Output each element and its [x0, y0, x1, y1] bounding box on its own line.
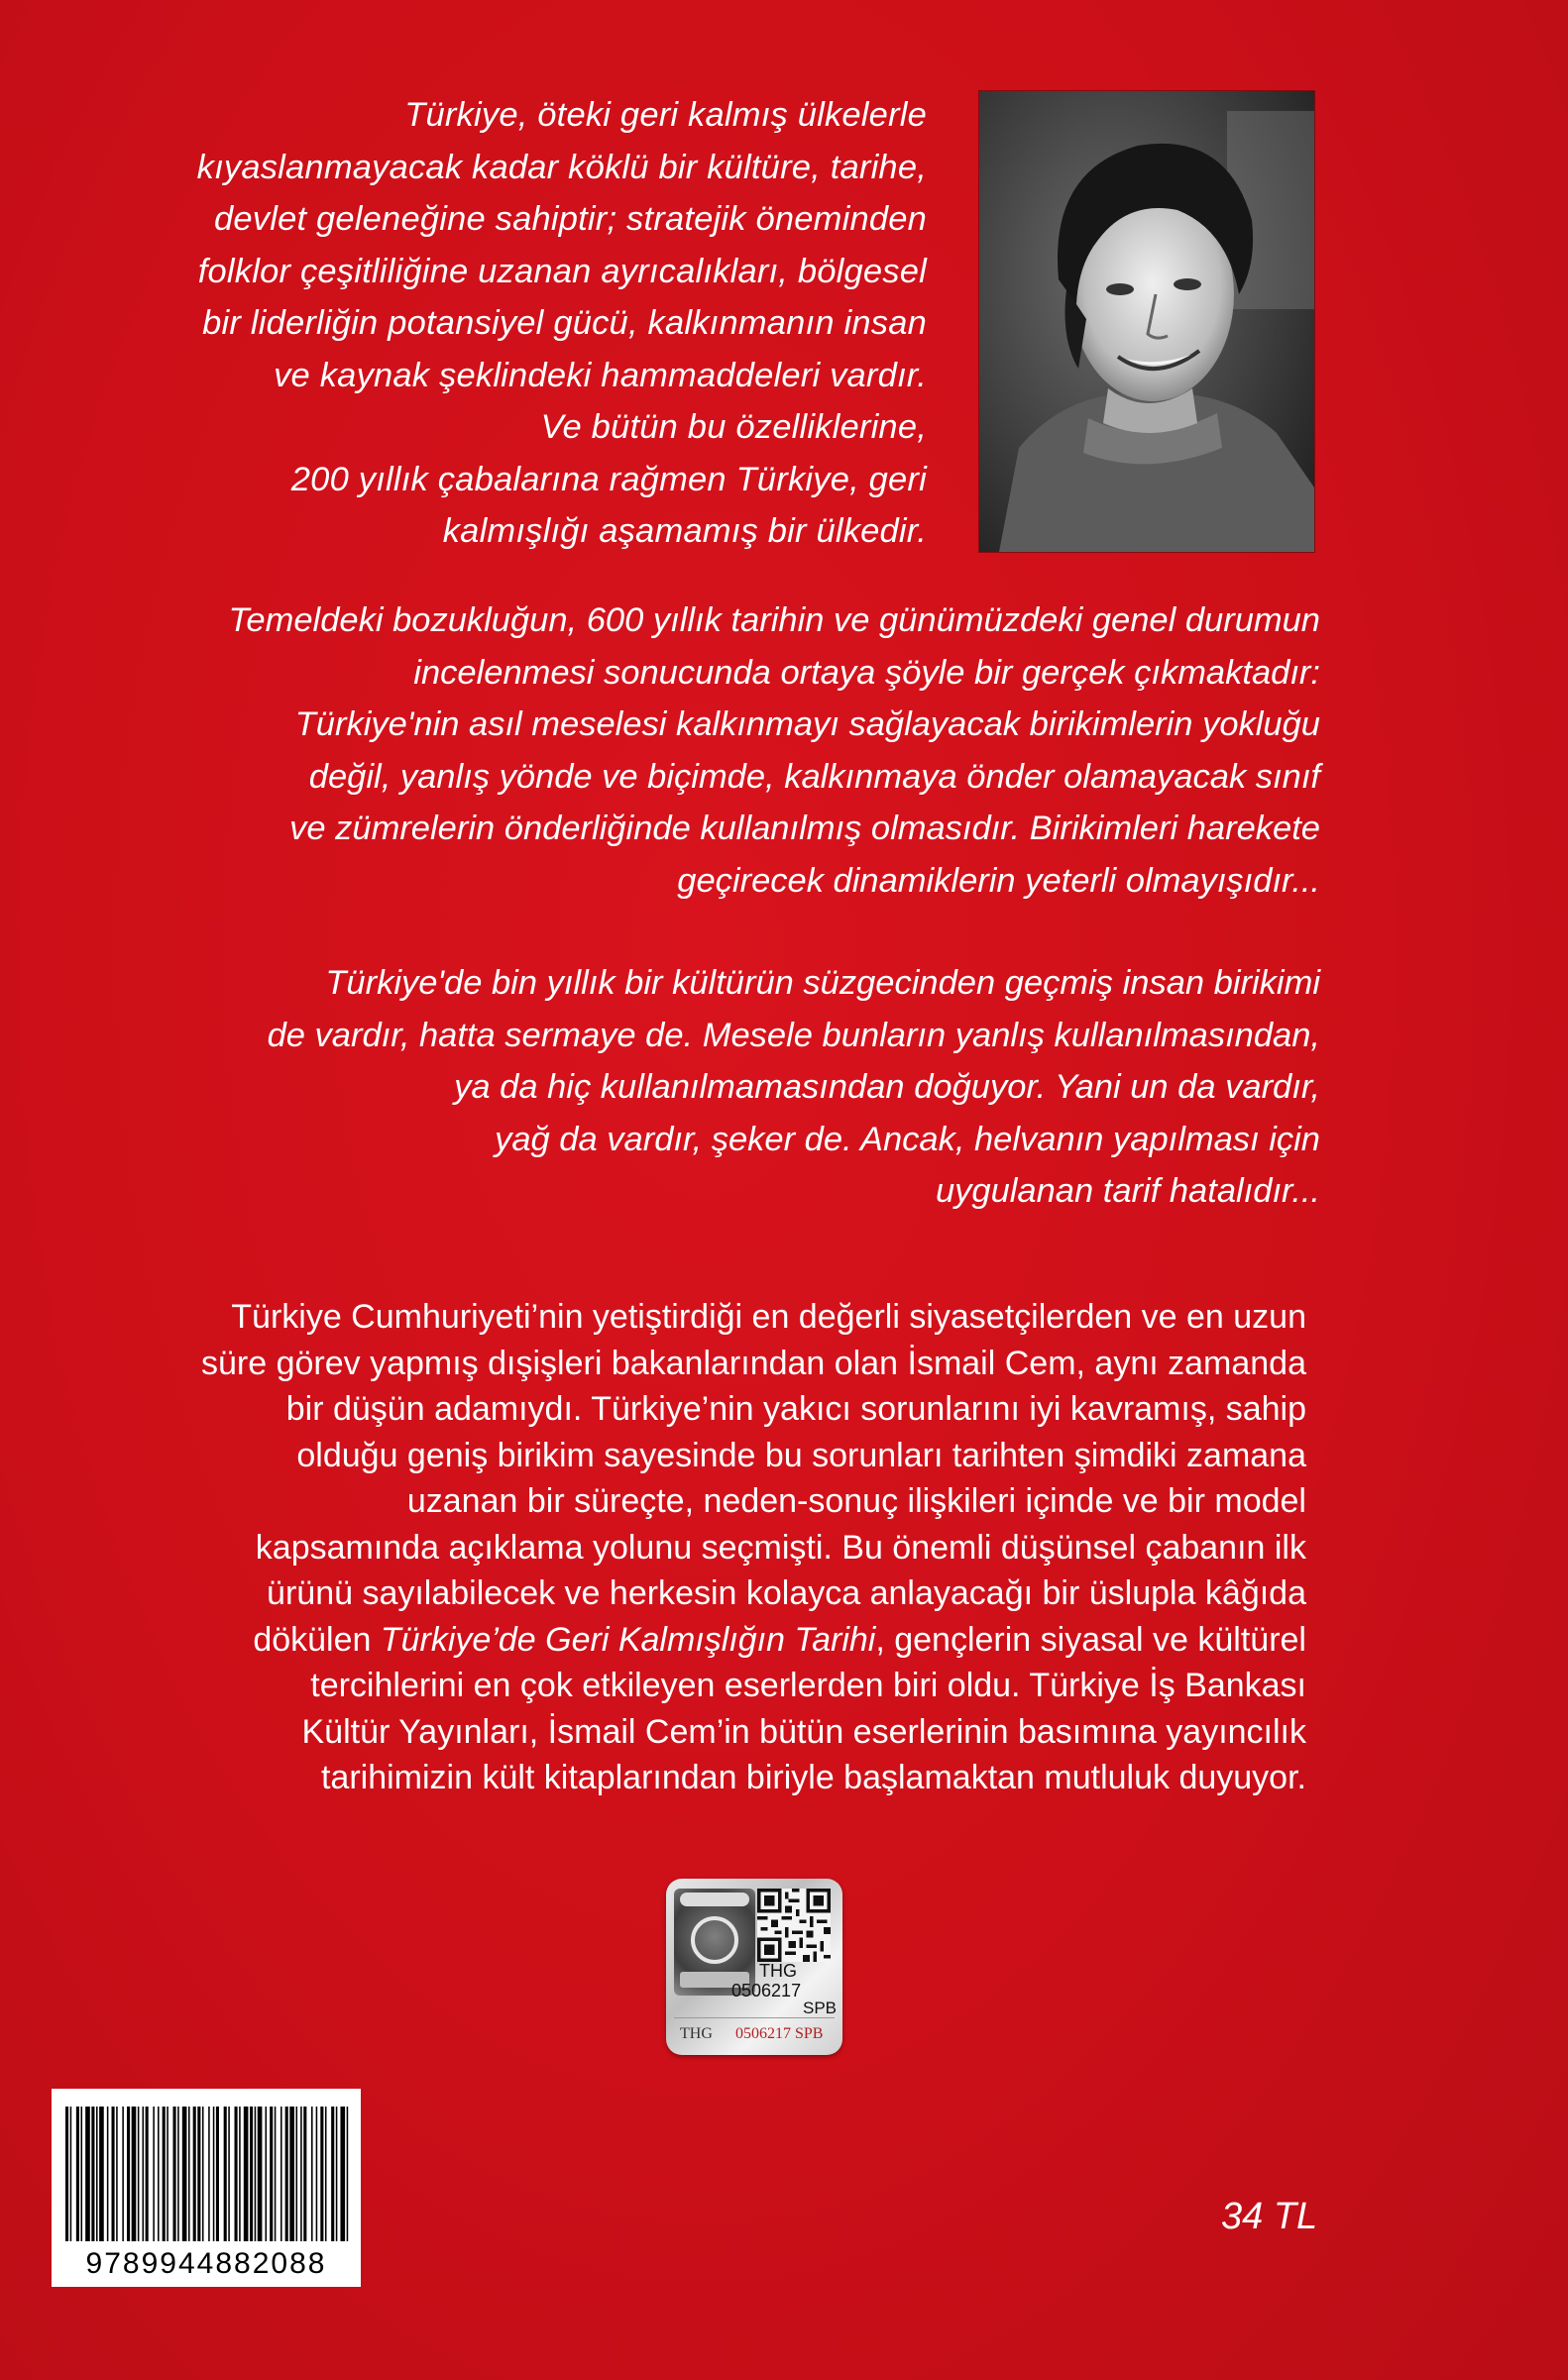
bio-line: uzanan bir süreçte, neden-sonuç ilişkileri içinde ve bir model — [406, 1482, 1306, 1520]
bio-line: Türkiye Cumhuriyeti’nin yetiştirdiği en değerli siyasetçilerden ve en uzun — [231, 1298, 1306, 1336]
price-label: 34 TL — [1221, 2196, 1318, 2237]
quote-line: ve zümrelerin önderliğinde kullanılmış olmasıdır. Birikimleri harekete — [289, 810, 1320, 847]
intro-line: Türkiye, öteki geri kalmış ülkelerle — [404, 96, 927, 134]
quote-line: ya da hiç kullanılmamasından doğuyor. Yani un da vardır, — [454, 1068, 1320, 1106]
bio-line: kapsamında açıklama yolunu seçmişti. Bu önemli düşünsel çabanın ilk — [255, 1528, 1306, 1567]
qr-code-icon — [757, 1889, 831, 1962]
bio-line — [109, 1617, 1306, 1664]
intro-line: folklor çeşitliliğine uzanan ayrıcalıkları, bölgesel — [197, 252, 927, 290]
bio-text: dökülen — [253, 1620, 381, 1659]
barcode-bars-icon — [63, 2107, 349, 2241]
quote-line: uygulanan tarif hatalıdır... — [935, 1172, 1320, 1210]
bio-line: bir düşün adamıydı. Türkiye’nin yakıcı sorunlarını iyi kavramış, sahip — [285, 1390, 1306, 1428]
author-bio-paragraph — [109, 1294, 1306, 1801]
bio-text: , gençlerin siyasal ve kültürel — [875, 1620, 1306, 1659]
hologram-sticker — [666, 1879, 842, 2055]
sticker-code-label: THG — [759, 1961, 797, 1981]
intro-line: bir liderliğin potansiyel gücü, kalkınmanın insan — [202, 304, 927, 342]
intro-line: 200 yıllık çabalarına rağmen Türkiye, geri — [290, 460, 927, 498]
isbn-digits: 9789944882088 — [85, 2247, 327, 2280]
author-photo — [979, 91, 1314, 552]
sticker-serial: 0506217 — [731, 1981, 802, 2001]
quote-line: incelenmesi sonucunda ortaya şöyle bir gerçek çıkmaktadır: — [413, 653, 1320, 692]
quote-line: de vardır, hatta sermaye de. Mesele bunların yanlış kullanılmasından, — [267, 1016, 1320, 1054]
quote-line: geçirecek dinamiklerin yeterli olmayışıdır... — [677, 861, 1320, 900]
sticker-strip-label: THG — [680, 2025, 713, 2042]
intro-line: kalmışlığı aşamamış bir ülkedir. — [442, 512, 927, 550]
quote-line: Temeldeki bozukluğun, 600 yıllık tarihin ve günümüzdeki genel durumun — [228, 601, 1320, 639]
bio-line: ürünü sayılabilecek ve herkesin kolayca anlayacağı bir üslupla kâğıda — [267, 1574, 1306, 1612]
bio-line: süre görev yapmış dışişleri bakanlarından olan İsmail Cem, aynı zamanda — [201, 1344, 1306, 1382]
sticker-suffix: SPB — [803, 1999, 838, 2017]
bio-line: tarihimizin kült kitaplarından biriyle başlamaktan mutluluk duyuyor. — [320, 1759, 1306, 1796]
quote-line: değil, yanlış yönde ve biçimde, kalkınmaya önder olamayacak sınıf — [308, 757, 1320, 796]
bio-line: tercihlerini en çok etkileyen eserlerden biri oldu. Türkiye İş Bankası — [310, 1667, 1306, 1704]
quote-line: Türkiye'de bin yıllık bir kültürün süzgecinden geçmiş insan birikimi — [325, 964, 1320, 1002]
hologram-icon — [674, 1889, 755, 1996]
sticker-strip — [674, 2017, 835, 2048]
intro-line: kıyaslanmayacak kadar köklü bir kültüre, tarihe, — [196, 148, 927, 186]
quote-paragraph-1 — [109, 595, 1320, 907]
intro-paragraph — [119, 89, 927, 558]
intro-line: Ve bütün bu özelliklerine, — [540, 408, 927, 446]
quote-line: Türkiye'nin asıl meselesi kalkınmayı sağlayacak birikimlerin yokluğu — [294, 705, 1320, 743]
book-title: Türkiye’de Geri Kalmışlığın Tarihi — [380, 1620, 876, 1659]
isbn-barcode — [52, 2089, 361, 2287]
bio-line: olduğu geniş birikim sayesinde bu sorunları tarihten şimdiki zamana — [296, 1436, 1306, 1474]
quote-line: yağ da vardır, şeker de. Ancak, helvanın yapılması için — [495, 1120, 1320, 1158]
bio-line: Kültür Yayınları, İsmail Cem’in bütün eserlerinin basımına yayıncılık — [301, 1712, 1306, 1751]
intro-line: devlet geleneğine sahiptir; stratejik öneminden — [213, 200, 927, 238]
intro-line: ve kaynak şeklindeki hammaddeleri vardır. — [274, 356, 927, 394]
sticker-strip-code: 0506217 SPB — [735, 2025, 824, 2042]
quote-paragraph-2 — [109, 957, 1320, 1218]
